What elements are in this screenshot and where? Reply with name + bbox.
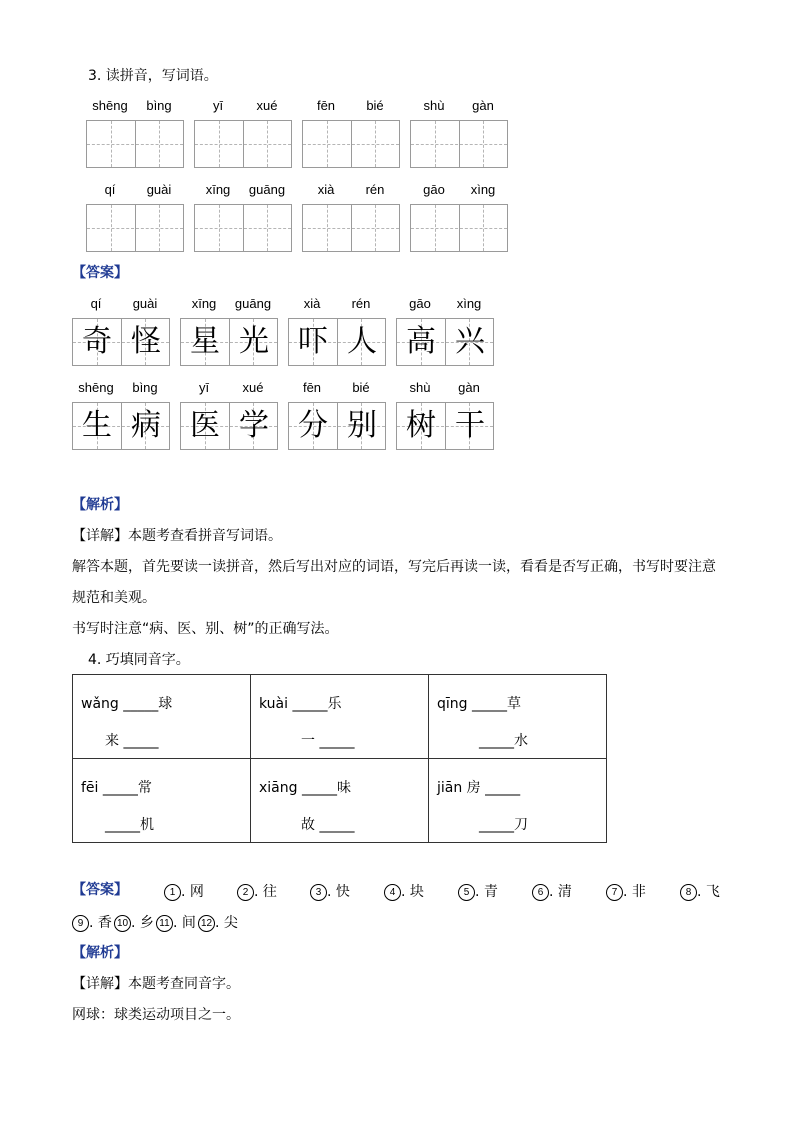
answer-word-group	[288, 296, 386, 368]
answer-character: 学	[239, 408, 269, 443]
q4-cell-line1: qīng _____草	[437, 696, 521, 712]
q4-cell-line1: jiān 房 _____	[437, 780, 521, 796]
q4-cell-line2: 一 _____	[301, 733, 355, 749]
q4-title: 4. 巧填同音字。	[88, 652, 190, 668]
q4-cell-line2: 来 _____	[105, 733, 159, 749]
q4-detail-text: 本题考查同音字。	[128, 976, 240, 992]
answer-character: 星	[190, 324, 220, 359]
tian-zi-grid	[396, 318, 494, 366]
answer-word-group	[180, 380, 278, 452]
answer-character: 吓	[298, 324, 328, 359]
answer-text: . 非	[623, 884, 646, 900]
tian-zi-grid[interactable]	[410, 120, 508, 168]
pinyin-syllable: rén	[351, 296, 371, 311]
q3-detail-text: 本题考查看拼音写词语。	[128, 528, 282, 544]
pinyin-syllable: xìng	[456, 296, 482, 311]
pinyin-word-group	[86, 182, 184, 254]
q4-detail-label: 【详解】	[72, 976, 128, 992]
answer-character: 病	[131, 408, 161, 443]
q3-analysis-label: 【解析】	[72, 497, 128, 513]
answer-character: 高	[406, 324, 436, 359]
pinyin-syllable: xìng	[470, 182, 496, 197]
q3-analysis-line3: 书写时注意“病、医、别、树”的正确写法。	[72, 621, 339, 637]
pinyin-syllable: guāng	[234, 296, 272, 311]
answer-text: . 块	[401, 884, 424, 900]
pinyin-syllable: yī	[198, 380, 210, 395]
pinyin-syllable: qí	[104, 182, 116, 197]
answer-character: 人	[347, 324, 377, 359]
pinyin-syllable: xīng	[205, 182, 231, 197]
answer-text: . 往	[254, 884, 277, 900]
pinyin-syllable: bìng	[132, 380, 158, 395]
pinyin-word-group	[302, 182, 400, 254]
answer-text: . 香	[89, 915, 112, 931]
tian-zi-grid	[288, 318, 386, 366]
pinyin-syllable: gàn	[458, 380, 480, 395]
circled-number: 6	[532, 884, 549, 901]
pinyin-syllable: shù	[423, 98, 445, 113]
answer-word-group	[288, 380, 386, 452]
tian-zi-grid[interactable]	[302, 204, 400, 252]
circled-number: 7	[606, 884, 623, 901]
q3-answer-label: 【答案】	[72, 265, 128, 281]
q4-answer-item	[156, 912, 196, 932]
answer-word-group	[72, 296, 170, 368]
circled-number: 10	[114, 915, 131, 932]
pinyin-word-group	[410, 182, 508, 254]
answer-character: 奇	[82, 324, 112, 359]
pinyin-syllable: shēng	[92, 98, 128, 113]
pinyin-syllable: bié	[366, 98, 384, 113]
tian-zi-grid[interactable]	[410, 204, 508, 252]
pinyin-syllable: guài	[132, 296, 158, 311]
pinyin-syllable: rén	[365, 182, 385, 197]
pinyin-syllable: guài	[146, 182, 172, 197]
tian-zi-grid[interactable]	[86, 120, 184, 168]
q4-answer-item	[114, 912, 154, 932]
q4-cell	[251, 675, 429, 759]
circled-number: 8	[680, 884, 697, 901]
tian-zi-grid[interactable]	[194, 120, 292, 168]
tian-zi-grid[interactable]	[194, 204, 292, 252]
answer-character: 光	[239, 324, 269, 359]
pinyin-word-group	[194, 98, 292, 170]
tian-zi-grid	[72, 402, 170, 450]
q4-answer-item	[384, 881, 424, 901]
pinyin-syllable: xué	[256, 98, 278, 113]
q4-answer-item	[72, 912, 112, 932]
answer-word-group	[180, 296, 278, 368]
pinyin-syllable: shù	[409, 380, 431, 395]
pinyin-syllable: fēn	[302, 380, 322, 395]
pinyin-syllable: yī	[212, 98, 224, 113]
circled-number: 9	[72, 915, 89, 932]
pinyin-syllable: gāo	[423, 182, 445, 197]
answer-text: . 尖	[215, 915, 238, 931]
answer-text: . 青	[475, 884, 498, 900]
pinyin-syllable: xià	[317, 182, 335, 197]
q4-analysis-label: 【解析】	[72, 945, 128, 961]
answer-text: . 网	[181, 884, 204, 900]
answer-text: . 清	[549, 884, 572, 900]
circled-number: 4	[384, 884, 401, 901]
answer-text: . 快	[327, 884, 350, 900]
pinyin-syllable: xià	[303, 296, 321, 311]
q4-cell	[73, 675, 251, 759]
q4-table	[72, 674, 607, 843]
pinyin-syllable: gāo	[409, 296, 431, 311]
pinyin-syllable: guāng	[248, 182, 286, 197]
q4-cell-line2: _____机	[105, 817, 154, 833]
pinyin-syllable: bìng	[146, 98, 172, 113]
pinyin-word-group	[194, 182, 292, 254]
answer-character: 分	[298, 408, 328, 443]
tian-zi-grid[interactable]	[86, 204, 184, 252]
answer-character: 怪	[131, 324, 161, 359]
q3-analysis-line2: 规范和美观。	[72, 590, 156, 606]
q4-cell	[429, 675, 607, 759]
answer-character: 干	[455, 408, 485, 443]
answer-word-group	[396, 380, 494, 452]
pinyin-word-group	[86, 98, 184, 170]
q4-analysis-line1: 网球：球类运动项目之一。	[72, 1007, 240, 1023]
q4-cell	[73, 759, 251, 843]
pinyin-word-group	[410, 98, 508, 170]
q4-answer-item	[164, 881, 204, 901]
tian-zi-grid	[72, 318, 170, 366]
q4-cell-line1: xiāng _____味	[259, 780, 351, 796]
q4-cell-line1: fēi _____常	[81, 780, 152, 796]
q4-answer-item	[680, 881, 720, 901]
answer-text: . 飞	[697, 884, 720, 900]
q3-analysis-line1: 解答本题，首先要读一读拼音，然后写出对应的词语，写完后再读一读，看看是否写正确，书写时要注意	[72, 559, 716, 575]
circled-number: 3	[310, 884, 327, 901]
q3-detail	[72, 526, 282, 546]
q3-title: 3. 读拼音，写词语。	[88, 68, 218, 84]
pinyin-syllable: shēng	[78, 380, 114, 395]
answer-text: . 间	[173, 915, 196, 931]
q4-answer-item	[458, 881, 498, 901]
tian-zi-grid	[396, 402, 494, 450]
pinyin-syllable: bié	[352, 380, 370, 395]
q4-answer-item	[532, 881, 572, 901]
circled-number: 5	[458, 884, 475, 901]
circled-number: 12	[198, 915, 215, 932]
q4-cell-line1: kuài _____乐	[259, 696, 342, 712]
circled-number: 11	[156, 915, 173, 932]
answer-character: 树	[406, 408, 436, 443]
q4-cell-line2: 故 _____	[301, 817, 355, 833]
q4-cell	[429, 759, 607, 843]
q4-answer-item	[310, 881, 350, 901]
answer-text: . 乡	[131, 915, 154, 931]
pinyin-syllable: gàn	[472, 98, 494, 113]
answer-character: 生	[82, 408, 112, 443]
pinyin-syllable: xué	[242, 380, 264, 395]
answer-character: 别	[347, 408, 377, 443]
tian-zi-grid	[180, 402, 278, 450]
pinyin-syllable: qí	[90, 296, 102, 311]
tian-zi-grid	[288, 402, 386, 450]
q4-detail	[72, 974, 240, 994]
tian-zi-grid[interactable]	[302, 120, 400, 168]
answer-character: 兴	[455, 324, 485, 359]
tian-zi-grid	[180, 318, 278, 366]
pinyin-syllable: fēn	[316, 98, 336, 113]
circled-number: 1	[164, 884, 181, 901]
q4-cell-line1: wǎng _____球	[81, 696, 173, 712]
q4-cell-line2: _____水	[479, 733, 528, 749]
q3-detail-label: 【详解】	[72, 528, 128, 544]
pinyin-syllable: xīng	[191, 296, 217, 311]
pinyin-word-group	[302, 98, 400, 170]
q4-answer-item	[237, 881, 277, 901]
q4-answer-item	[198, 912, 238, 932]
answer-character: 医	[190, 408, 220, 443]
q4-answer-item	[606, 881, 646, 901]
answer-word-group	[72, 380, 170, 452]
q4-cell	[251, 759, 429, 843]
answer-word-group	[396, 296, 494, 368]
q4-cell-line2: _____刀	[479, 817, 528, 833]
q4-answer-label: 【答案】	[72, 882, 128, 898]
circled-number: 2	[237, 884, 254, 901]
